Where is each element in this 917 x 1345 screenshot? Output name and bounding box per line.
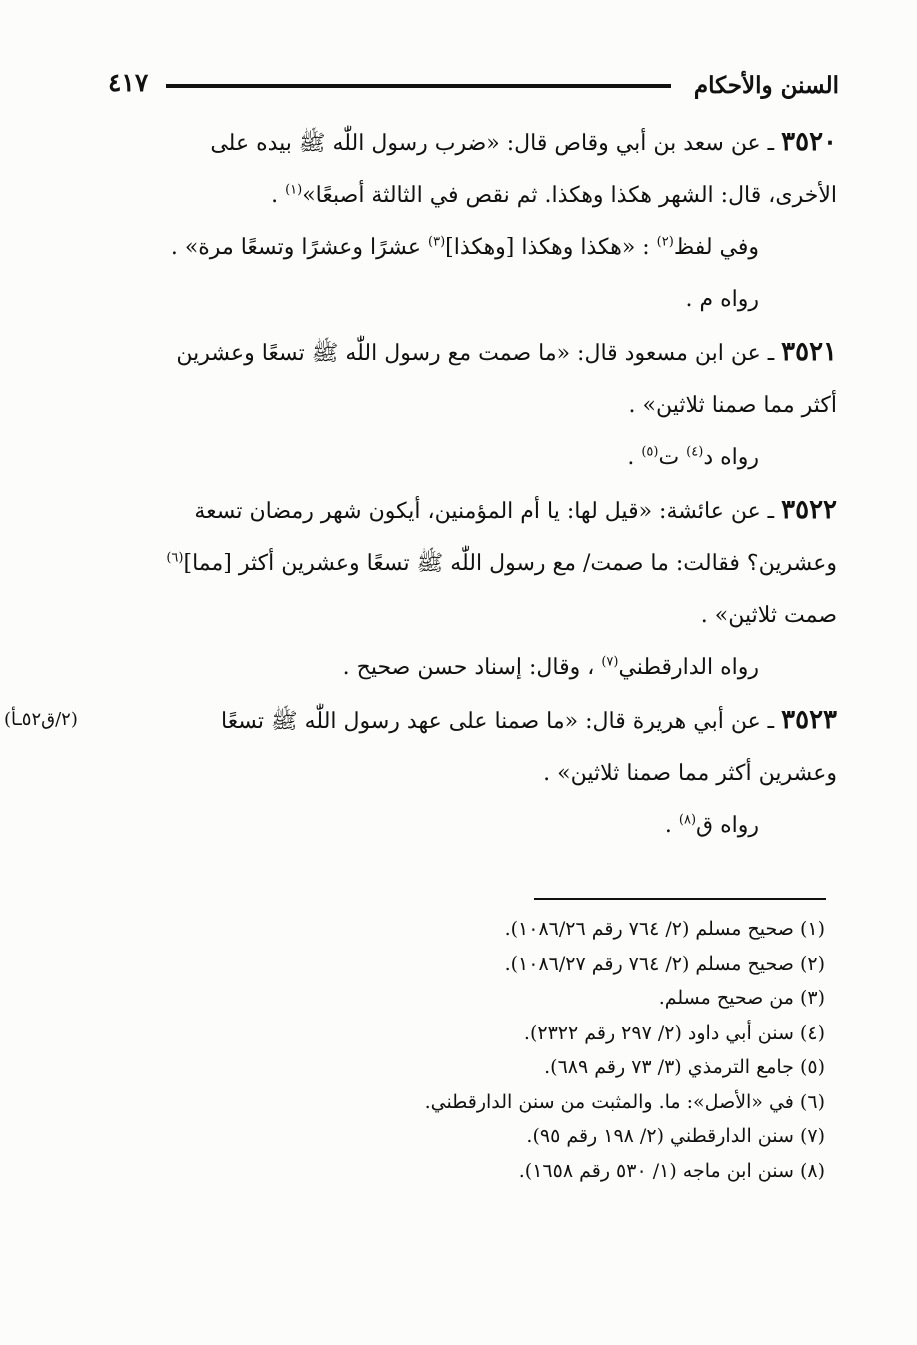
hadith-3523-line1: ٣٥٢٣ ـ عن أبي هريرة قال: «ما صمنا على عهد رسول اللّٰه ﷺ تسعًا — [220, 705, 837, 735]
footnotes — [300, 912, 825, 1188]
hadith-number: ٣٥٢٢ — [781, 495, 837, 525]
hadith-3520-source: رواه م . — [685, 287, 759, 312]
footnote-ref: (٦) — [166, 550, 184, 566]
footnote-item: (٤) سنن أبي داود (٢/ ٢٩٧ رقم ٢٣٢٢). — [523, 1021, 825, 1044]
body-text — [4, 116, 837, 852]
hadith-3520-variant: وفي لفظ$^{(٢)}$ : «هكذا وهكذا [وهكذا]$^{(٣)}$ عشرًا وعشرًا وتسعًا مرة» . — [170, 234, 759, 260]
footnote-item: (٥) جامع الترمذي (٣/ ٧٣ رقم ٦٨٩). — [544, 1056, 825, 1078]
hadith-3522-line3: صمت ثلاثين» . — [700, 603, 837, 628]
hadith-3522-source: رواه الدارقطني$^{(٧)}$ ، وقال: إسناد حسن صحيح . — [342, 654, 759, 680]
hadith-highlight: الشهر هكذا وهكذا — [551, 183, 714, 208]
footnote-ref: (٤) — [686, 444, 704, 460]
page-number: ٤١٧ — [108, 68, 149, 97]
footnote-rule — [534, 898, 826, 900]
footnote-item: (٣) من صحيح مسلم. — [658, 987, 825, 1009]
running-title: السنن والأحكام — [693, 72, 839, 99]
hadith-number: ٣٥٢١ — [781, 337, 837, 367]
margin-note: (٢/ق٥٢ـأ) — [4, 709, 78, 730]
footnote-ref: (١) — [285, 182, 303, 198]
hadith-highlight: هكذا وهكذا [وهكذا] — [445, 235, 622, 260]
hadith-3523-line2: وعشرين أكثر مما صمنا ثلاثين» . — [543, 761, 837, 786]
hadith-3521-line1: ٣٥٢١ ـ عن ابن مسعود قال: «ما صمت مع رسول اللّٰه ﷺ تسعًا وعشرين — [176, 337, 837, 367]
hadith-number: ٣٥٢٠ — [781, 127, 837, 157]
hadith-3523-source: رواه ق$^{(٨)}$ . — [664, 812, 759, 838]
footnote-ref: (٥) — [641, 444, 659, 460]
hadith-3520-line2: الأخرى، قال: الشهر هكذا وهكذا. ثم نقص في الثالثة أصبعًا»$^{(١)}$ . — [271, 182, 837, 208]
hadith-3520-line1: ٣٥٢٠ ـ عن سعد بن أبي وقاص قال: «ضرب رسول اللّٰه ﷺ بيده على — [210, 127, 837, 157]
hadith-3522-line2: وعشرين؟ فقالت: ما صمت/ مع رسول اللّٰه ﷺ تسعًا وعشرين أكثر [مما]$^{(٦)}$ — [166, 550, 837, 576]
header-rule — [166, 84, 671, 88]
hadith-number: ٣٥٢٣ — [781, 705, 837, 735]
footnote-item: (١) صحيح مسلم (٢/ ٧٦٤ رقم ١٠٨٦/٢٦). — [504, 918, 825, 940]
footnote-ref: (٨) — [678, 812, 697, 828]
footnote-ref: (٣) — [428, 234, 446, 250]
hadith-3522-line1: ٣٥٢٢ ـ عن عائشة: «قيل لها: يا أم المؤمنين، أيكون شهر رمضان تسعة — [194, 495, 837, 525]
hadith-3521-line2: أكثر مما صمنا ثلاثين» . — [628, 393, 837, 418]
hadith-3521-source: رواه د$^{(٤)}$ ت$^{(٥)}$ . — [627, 444, 759, 470]
footnote-item: (٨) سنن ابن ماجه (١/ ٥٣٠ رقم ١٦٥٨). — [518, 1159, 825, 1182]
footnote-item: (٦) في «الأصل»: ما. والمثبت من سنن الدارقطني. — [424, 1090, 825, 1113]
footnote-item: (٧) سنن الدارقطني (٢/ ١٩٨ رقم ٩٥). — [526, 1125, 825, 1147]
footnote-ref: (٢) — [656, 234, 674, 250]
footnote-ref: (٧) — [601, 654, 619, 670]
footnote-item: (٢) صحيح مسلم (٢/ ٧٦٤ رقم ١٠٨٦/٢٧). — [504, 952, 825, 975]
page-header — [108, 64, 839, 110]
